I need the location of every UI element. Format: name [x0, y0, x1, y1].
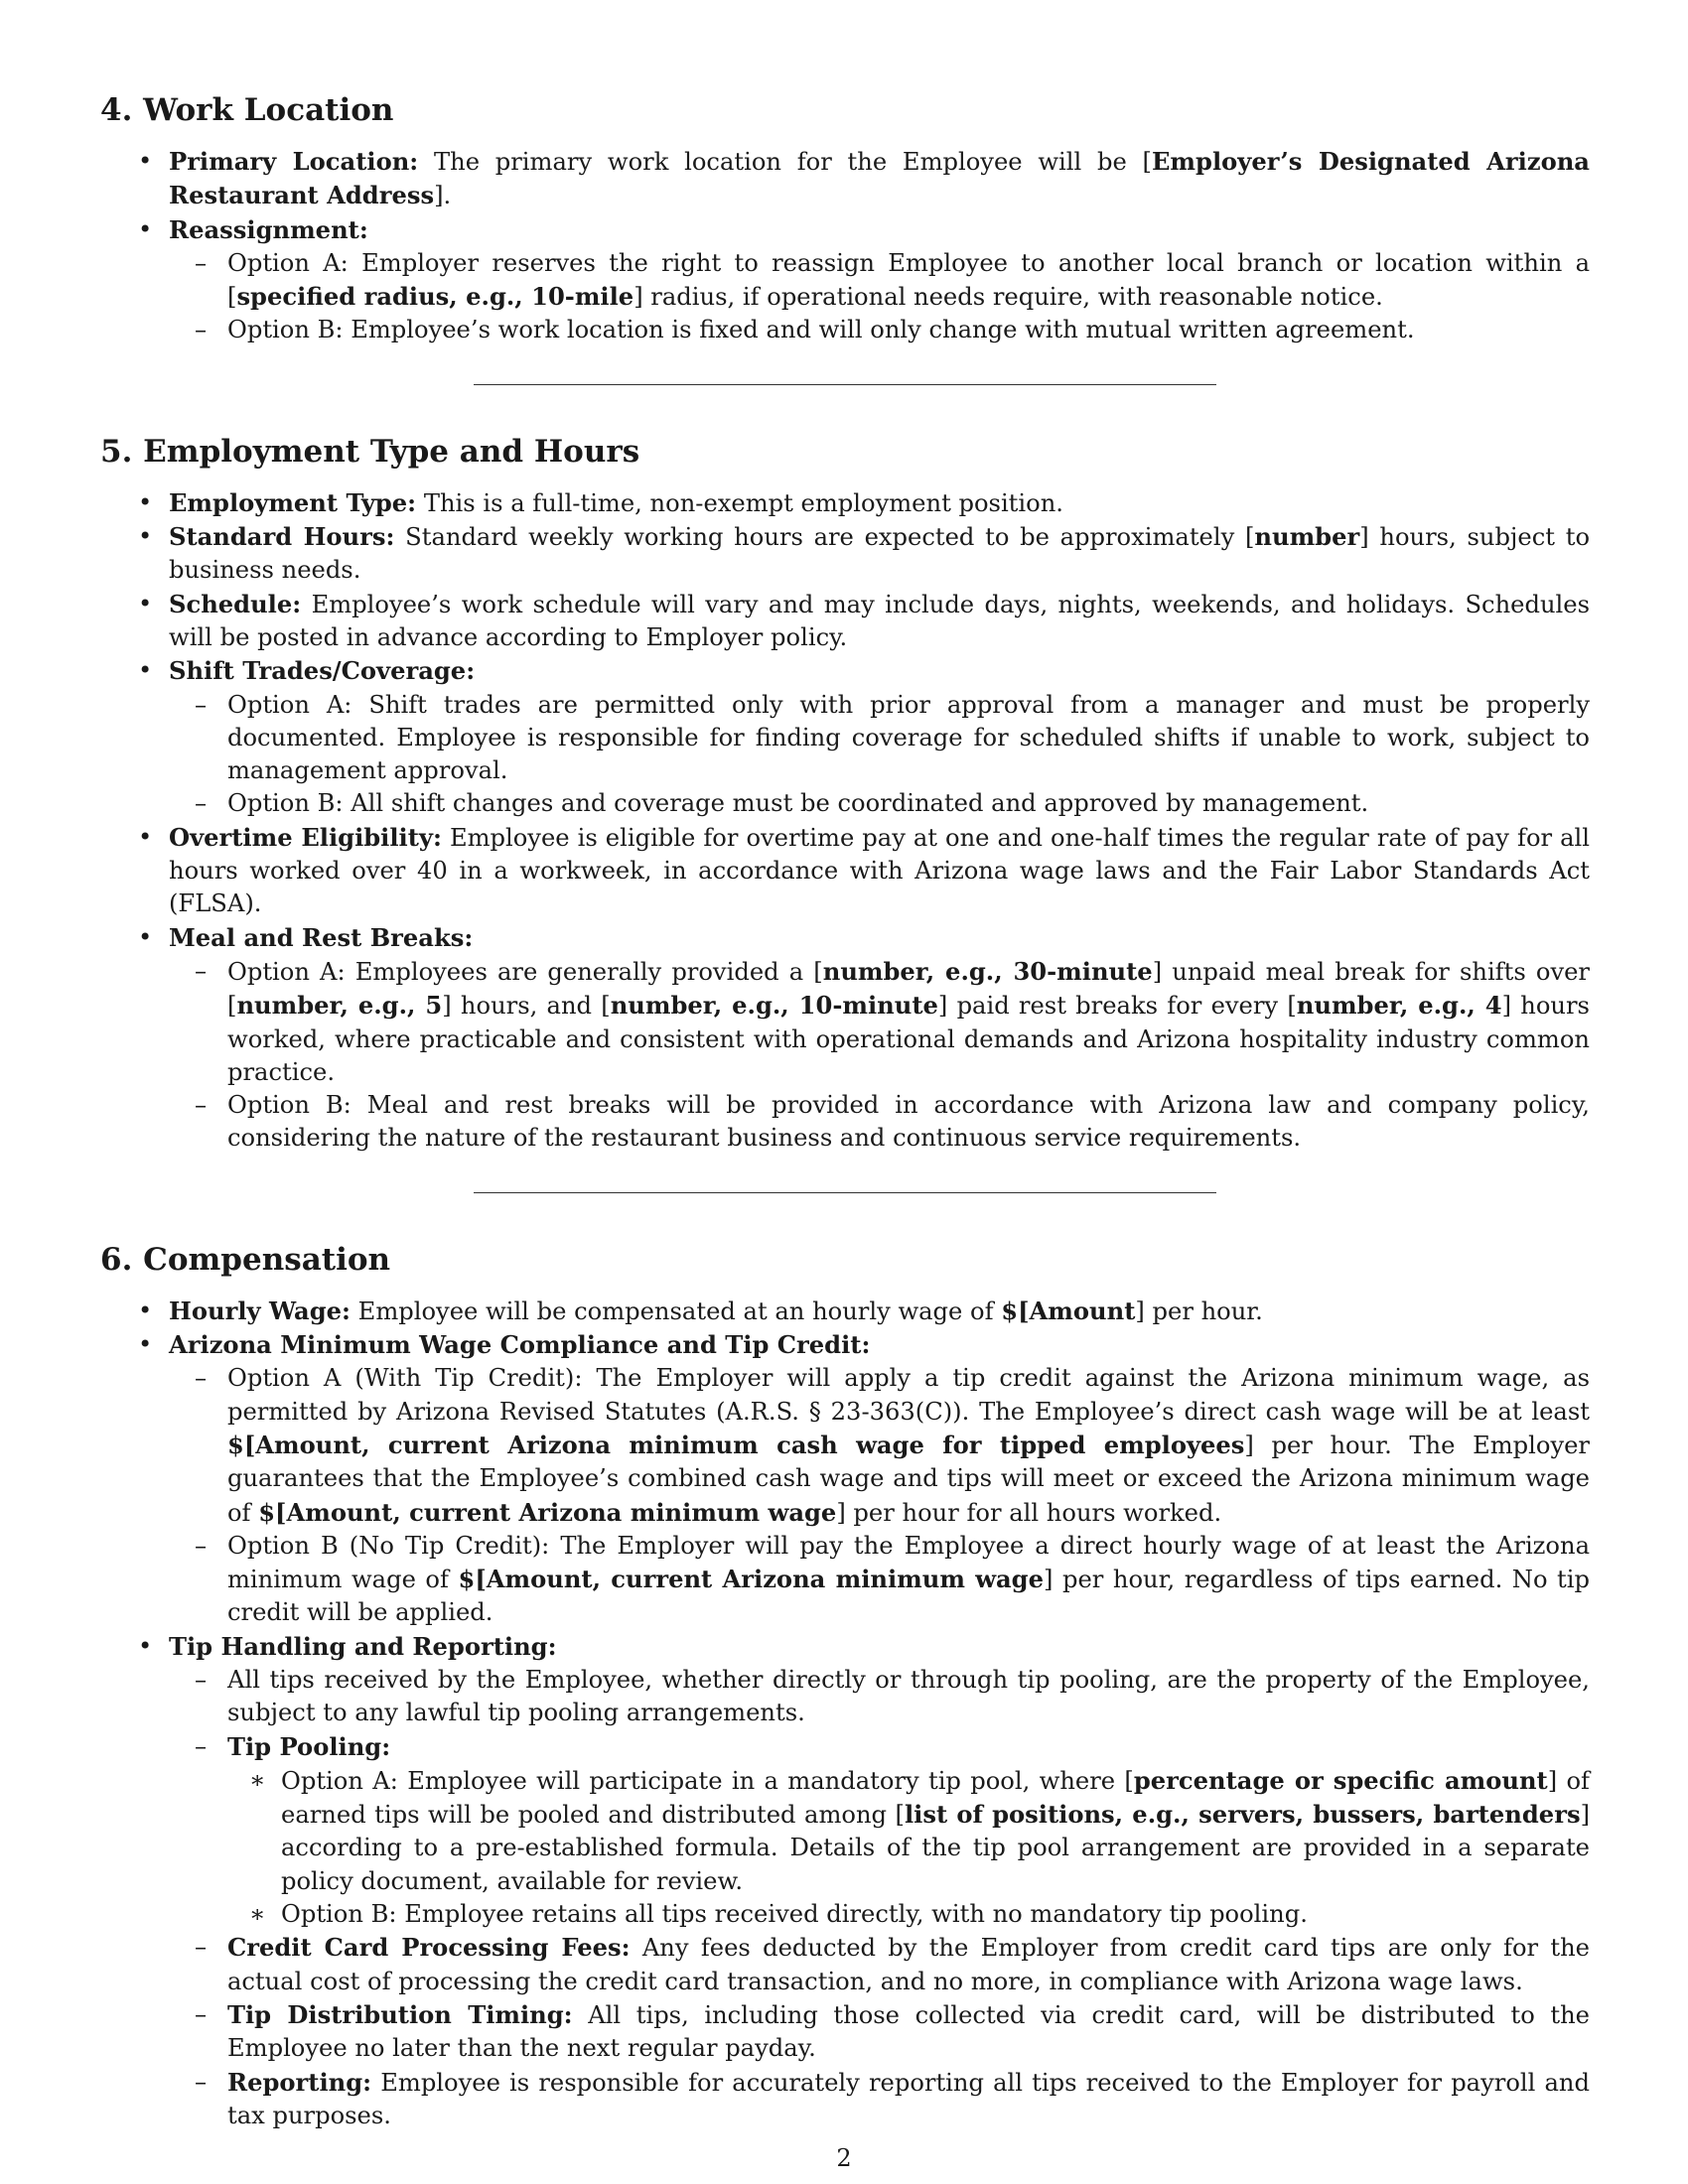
list-item-shift-trades: • Shift Trades/Coverage: — [100, 654, 1590, 688]
list-item-reassign-option-b: – Option B: Employee’s work location is fixed and will only change with mutual written agreement. — [100, 314, 1590, 346]
list-item-tip-pooling: – Tip Pooling: — [100, 1730, 1590, 1764]
dash-icon: – — [195, 1531, 208, 1560]
list-item-schedule: • Schedule: Employee’s work schedule will vary and may include days, nights, weekends, and holidays. Schedules will be posted in advance according to Employer policy. — [138, 589, 1590, 651]
section-4-list — [100, 145, 1590, 347]
list-item-pool-option-b: ∗ Option B: Employee retains all tips received directly, with no mandatory tip pooling. — [100, 1898, 1590, 1931]
list-item-shift-option-b: – Option B: All shift changes and coverage must be coordinated and approved by management. — [100, 787, 1590, 820]
bullet-icon: • — [138, 822, 153, 851]
bullet-icon: • — [138, 147, 153, 175]
section-6-list — [100, 1295, 1590, 2132]
list-item-reassign-option-a: – Option A: Employer reserves the right to reassign Employee to another local branch or location within a [specified radius, e.g., 10-mile] radius, if operational needs require, with reasonable notice. — [195, 248, 1590, 312]
section-5-list — [100, 486, 1590, 1156]
bullet-icon: • — [138, 922, 153, 951]
section-4-heading: 4. Work Location — [100, 92, 394, 128]
dash-icon: – — [195, 690, 208, 719]
dash-icon: – — [195, 1731, 208, 1760]
list-item-min-wage-option-b: – Option B (No Tip Credit): The Employer will pay the Employee a direct hourly wage of at least the Arizona minimum wage of $[Amount, current Arizona minimum wage] per hour, regardless of tips earned. No tip credit will be applied. — [195, 1531, 1590, 1627]
list-item-meal-option-a: – Option A: Employees are generally provided a [number, e.g., 30-minute] unpaid meal break for shifts over [number, e.g., 5] hours, and [number, e.g., 10-minute] paid rest breaks for every [number, e.g., 4] hours worked, where practicable and consistent with operational demands and Arizona hospitality industry common practice. — [195, 956, 1590, 1086]
list-item-employment-type: • Employment Type: This is a full-time, non-exempt employment position. — [100, 486, 1590, 520]
list-item-overtime: • Overtime Eligibility: Employee is eligible for overtime pay at one and one-half times the regular rate of pay for all hours worked over 40 in a workweek, in accordance with Arizona wage laws and the Fair Labor Standards Act (FLSA). — [138, 822, 1590, 918]
dash-icon: – — [195, 1665, 208, 1694]
list-item-meal-option-b: – Option B: Meal and rest breaks will be provided in accordance with Arizona law and company policy, considering the nature of the restaurant business and continuous service requirements. — [195, 1091, 1590, 1153]
dash-icon: – — [195, 248, 208, 277]
asterisk-icon: ∗ — [249, 1900, 266, 1929]
list-item-meal-breaks: • Meal and Rest Breaks: — [100, 921, 1590, 955]
list-item-tip-property: – All tips received by the Employee, whether directly or through tip pooling, are the property of the Employee, subject to any lawful tip pooling arrangements. — [195, 1665, 1590, 1727]
bullet-icon: • — [138, 1296, 153, 1324]
dash-icon: – — [195, 1091, 208, 1120]
bullet-icon: • — [138, 656, 153, 685]
section-5-heading: 5. Employment Type and Hours — [100, 433, 640, 470]
list-item-reassignment: • Reassignment: — [100, 213, 1590, 247]
list-item-min-wage-option-a: – Option A (With Tip Credit): The Employer will apply a tip credit against the Arizona minimum wage, as permitted by Arizona Revised Statutes (A.R.S. § 23-363(C)). The Employee’s direct cash wage will be at least $[Amount, current Arizona minimum cash wage for tipped employees] per hour. The Employer guarantees that the Employee’s combined cash wage and tips will meet or exceed the Arizona minimum wage of $[Amount, current Arizona minimum wage] per hour for all hours worked. — [195, 1364, 1590, 1527]
bullet-icon: • — [138, 214, 153, 243]
list-item-reporting: – Reporting: Employee is responsible for accurately reporting all tips received to the Employer for payroll and tax purposes. — [195, 2067, 1590, 2129]
dash-icon: – — [195, 956, 208, 985]
document-page — [100, 89, 1590, 2132]
asterisk-icon: ∗ — [249, 1765, 266, 1794]
bullet-icon: • — [138, 589, 153, 617]
dash-icon: – — [195, 1999, 208, 2028]
dash-icon: – — [195, 2067, 208, 2096]
list-item-pool-option-a: ∗ Option A: Employee will participate in a mandatory tip pool, where [percentage or specific amount] of earned tips will be pooled and distributed among [list of positions, e.g., servers, bussers, bartenders] according to a pre-established formula. Details of the tip pool arrangement are provided in a separate policy document, available for review. — [249, 1765, 1591, 1895]
dash-icon: – — [195, 789, 208, 818]
bullet-icon: • — [138, 487, 153, 516]
list-item-min-wage: • Arizona Minimum Wage Compliance and Tip Credit: — [100, 1328, 1590, 1362]
dash-icon: – — [195, 1933, 208, 1962]
dash-icon: – — [195, 1364, 208, 1393]
bullet-icon: • — [138, 522, 153, 551]
section-6-heading: 6. Compensation — [100, 1241, 391, 1278]
list-item-tip-distribution: – Tip Distribution Timing: All tips, including those collected via credit card, will be distributed to the Employee no later than the next regular payday. — [195, 1999, 1590, 2063]
list-item-hourly-wage: • Hourly Wage: Employee will be compensated at an hourly wage of $[Amount] per hour. — [100, 1295, 1590, 1328]
page-number: 2 — [836, 2144, 852, 2172]
list-item-standard-hours: • Standard Hours: Standard weekly working hours are expected to be approximately [number] hours, subject to business needs. — [138, 522, 1591, 585]
bullet-icon: • — [138, 1330, 153, 1359]
list-item-credit-card-fees: – Credit Card Processing Fees: Any fees deducted by the Employer from credit card tips are only for the actual cost of processing the credit card transaction, and no more, in compliance with Arizona wage laws. — [195, 1933, 1590, 1995]
list-item-tip-handling: • Tip Handling and Reporting: — [100, 1630, 1590, 1664]
dash-icon: – — [195, 316, 208, 344]
list-item-shift-option-a: – Option A: Shift trades are permitted only with prior approval from a manager and must be properly documented. Employee is responsible for finding coverage for scheduled shifts if unable to work, subject to management approval. — [195, 690, 1590, 785]
bullet-icon: • — [138, 1631, 153, 1660]
list-item-primary-location: • Primary Location: The primary work location for the Employee will be [Employer’s Designated Arizona Restaurant Address]. — [138, 147, 1590, 210]
